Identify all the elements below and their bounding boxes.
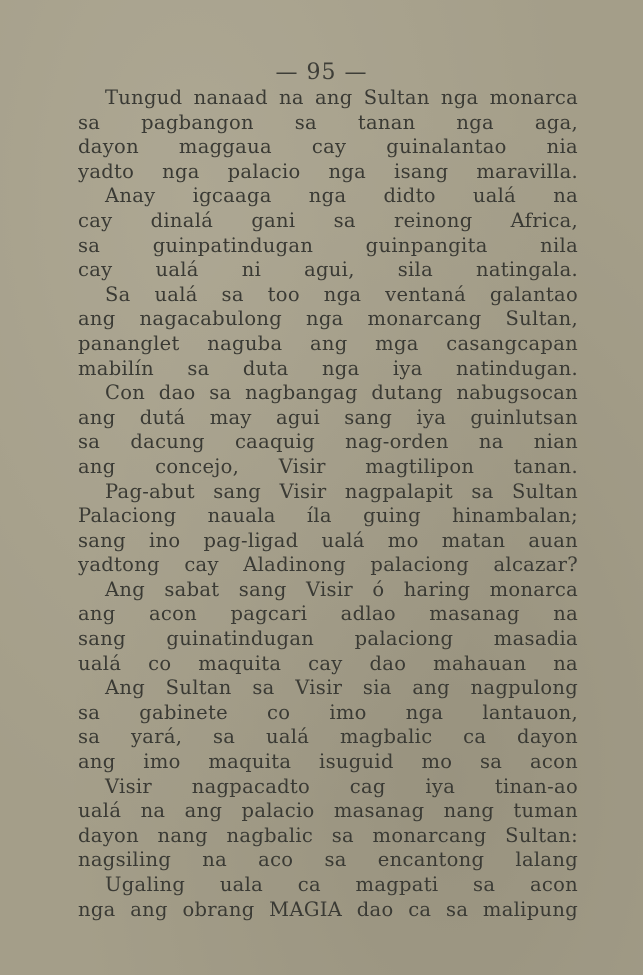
page-number: — 95 — bbox=[275, 60, 368, 85]
text-line: dayon nang nagbalic sa monarcang Sultan: bbox=[78, 823, 578, 847]
text-line: Con dao sa nagbangag dutang nabugsocan bbox=[105, 381, 578, 405]
text-line: ualá na ang palacio masanag nang tuman bbox=[78, 799, 578, 823]
text-line: pananglet naguba ang mga casangcapan bbox=[78, 331, 578, 355]
text-line: Palaciong nauala íla guing hinambalan; bbox=[78, 504, 578, 528]
text-line: sa yará, sa ualá magbalic ca dayon bbox=[78, 725, 578, 749]
text-line: ang dutá may agui sang iya guinlutsan bbox=[78, 405, 578, 429]
text-line: Sa ualá sa too nga ventaná galantao bbox=[105, 282, 578, 306]
text-line: Pag-abut sang Visir nagpalapit sa Sultan bbox=[105, 479, 578, 503]
text-line: mabilín sa duta nga iya natindugan. bbox=[78, 356, 578, 380]
text-line: dayon maggaua cay guinalantao nia bbox=[78, 135, 578, 159]
text-line: sa guinpatindugan guinpangita nila bbox=[78, 233, 578, 257]
text-line: ang concejo, Visir magtilipon tanan. bbox=[78, 454, 578, 478]
text-line: sang guinatindugan palaciong masadia bbox=[78, 627, 578, 651]
text-line: Anay igcaaga nga didto ualá na bbox=[105, 184, 578, 208]
text-line: ang nagacabulong nga monarcang Sultan, bbox=[78, 307, 578, 331]
text-line: nagsiling na aco sa encantong lalang bbox=[78, 848, 578, 872]
text-line: sa gabinete co imo nga lantauon, bbox=[78, 700, 578, 724]
verse-text-block bbox=[78, 86, 578, 922]
text-line: Ugaling uala ca magpati sa acon bbox=[105, 873, 578, 896]
text-line: sang ino pag-ligad ualá mo matan auan bbox=[78, 528, 578, 552]
text-line: yadtong cay Aladinong palaciong alcazar? bbox=[78, 553, 578, 577]
text-line: Tungud nanaad na ang Sultan nga monarca bbox=[105, 86, 578, 109]
text-line: cay ualá ni agui, sila natingala. bbox=[78, 258, 578, 282]
text-line: nga ang obrang MAGIA dao ca sa malipung bbox=[78, 897, 578, 921]
text-line: sa pagbangon sa tanan nga aga, bbox=[78, 110, 578, 134]
text-line: Ang sabat sang Visir ó haring monarca bbox=[105, 577, 578, 601]
text-line: ualá co maquita cay dao mahauan na bbox=[78, 651, 578, 675]
text-line: Ang Sultan sa Visir sia ang nagpulong bbox=[105, 676, 578, 700]
text-line: cay dinalá gani sa reinong Africa, bbox=[78, 208, 578, 232]
text-line: ang imo maquita isuguid mo sa acon bbox=[78, 750, 578, 774]
text-line: yadto nga palacio nga isang maravilla. bbox=[78, 159, 578, 183]
text-line: Visir nagpacadto cag iya tinan-ao bbox=[105, 774, 578, 798]
text-line: ang acon pagcari adlao masanag na bbox=[78, 602, 578, 626]
text-line: sa dacung caaquig nag-orden na nian bbox=[78, 430, 578, 454]
